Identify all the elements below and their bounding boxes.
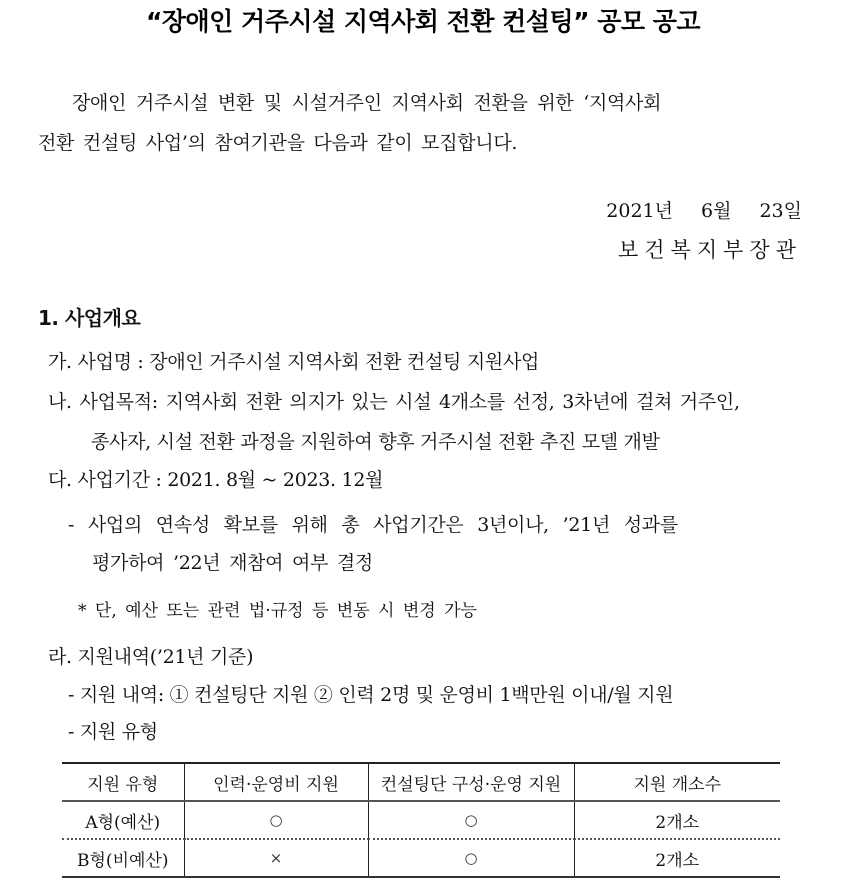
period-footnote: * 단, 예산 또는 관련 법·규정 등 변동 시 변경 가능 [78,601,477,621]
date-day: 23일 [759,200,802,222]
header-staff-operating-support: 인력·운영비 지원 [184,763,368,801]
period-detail-line2: 평가하여 ’22년 재참여 여부 결정 [92,552,373,574]
item-project-purpose-line2: 종사자, 시설 전환 과정을 지원하여 향후 거주시설 전환 추진 모델 개발 [91,431,660,453]
support-types-label: - 지원 유형 [68,721,158,743]
table-row [62,839,780,877]
item-project-name: 가. 사업명 : 장애인 거주시설 지역사회 전환 컨설팅 지원사업 [48,351,540,373]
cell-type: B형(비예산) [62,839,184,877]
support-type-table [62,762,780,878]
section-heading: 1. 사업개요 [38,306,141,330]
intro-paragraph-line1: 장애인 거주시설 변환 및 시설거주인 지역사회 전환을 위한 ‘지역사회 [72,92,662,114]
announcement-date [606,196,802,223]
cell-site-count: 2개소 [574,839,780,877]
intro-paragraph-line2: 전환 컨설팅 사업’의 참여기관을 다음과 같이 모집합니다. [38,132,518,154]
table-row [62,801,780,839]
date-month: 6월 [701,200,732,222]
period-detail-line1: - 사업의 연속성 확보를 위해 총 사업기간은 3년이나, ’21년 성과를 [68,514,678,536]
cell-consulting-support-mark: ○ [368,801,574,839]
support-details-line: - 지원 내역: ① 컨설팅단 지원 ② 인력 2명 및 운영비 1백만원 이내/월 지원 [68,684,674,706]
date-year: 2021년 [606,200,674,222]
issuer-name: 보건복지부장관 [617,238,802,262]
header-site-count: 지원 개소수 [574,763,780,801]
item-support-details: 라. 지원내역(’21년 기준) [48,646,254,668]
cell-site-count: 2개소 [574,801,780,839]
document-title: “장애인 거주시설 지역사회 전환 컨설팅” 공모 공고 [145,7,701,36]
table-header-row [62,763,780,801]
header-consulting-team-support: 컨설팅단 구성·운영 지원 [368,763,574,801]
cell-staff-support-mark: ○ [184,801,368,839]
cell-staff-support-mark: × [184,839,368,877]
cell-consulting-support-mark: ○ [368,839,574,877]
cell-type: A형(예산) [62,801,184,839]
header-support-type: 지원 유형 [62,763,184,801]
item-project-period: 다. 사업기간 : 2021. 8월 ~ 2023. 12월 [48,469,384,491]
item-project-purpose-line1: 나. 사업목적: 지역사회 전환 의지가 있는 시설 4개소를 선정, 3차년에 걸쳐 거주인, [48,391,740,413]
